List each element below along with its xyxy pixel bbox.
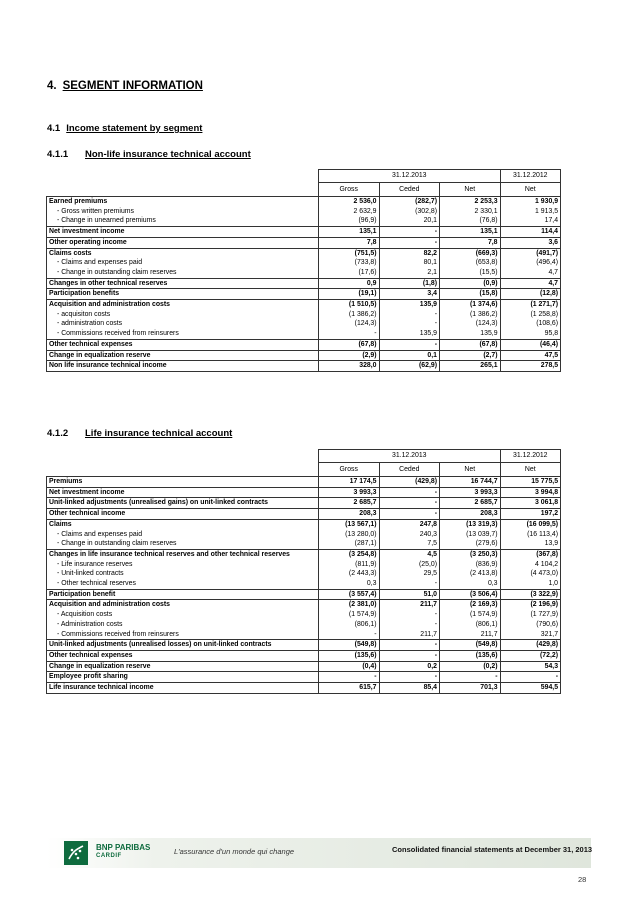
gross-value: (135,6) (319, 650, 380, 661)
subsection-heading (47, 123, 202, 134)
net-prior-value: (790,6) (500, 620, 561, 630)
nonlife-table (46, 169, 561, 372)
net-value: 2 330,1 (440, 207, 501, 217)
nonlife-number: 4.1.1 (47, 149, 69, 160)
table-row (47, 477, 561, 488)
net-prior-value: 3 994,8 (500, 487, 561, 498)
row-label: Changes in other technical reserves (47, 278, 319, 289)
net-value: 135,1 (440, 227, 501, 238)
net-prior-value: (3 322,9) (500, 589, 561, 600)
nonlife-col-gross: Gross (319, 183, 380, 197)
gross-value: 208,3 (319, 509, 380, 520)
net-value: (2,7) (440, 350, 501, 361)
table-row (47, 569, 561, 579)
row-label: Employee profit sharing (47, 672, 319, 683)
table-row (47, 329, 561, 339)
nonlife-rows (47, 197, 561, 372)
table-row (47, 498, 561, 509)
net-value: 135,9 (440, 329, 501, 339)
row-label: Life insurance technical income (47, 683, 319, 694)
gross-value: (3 557,4) (319, 589, 380, 600)
row-label: Change in equalization reserve (47, 661, 319, 672)
table-row (47, 289, 561, 300)
table-row (47, 300, 561, 310)
table-row (47, 237, 561, 248)
ceded-value: (282,7) (379, 197, 440, 207)
net-prior-value: (491,7) (500, 248, 561, 258)
row-label: - Claims and expenses paid (47, 530, 319, 540)
net-prior-value: - (500, 672, 561, 683)
net-value: - (440, 672, 501, 683)
net-value: 3 993,3 (440, 487, 501, 498)
table-row (47, 227, 561, 238)
table-row (47, 216, 561, 226)
ceded-value: - (379, 498, 440, 509)
table-row (47, 661, 561, 672)
net-prior-value: 197,2 (500, 509, 561, 520)
net-value: (3 250,3) (440, 549, 501, 559)
row-label: - administration costs (47, 319, 319, 329)
gross-value: (733,8) (319, 258, 380, 268)
gross-value: 2 632,9 (319, 207, 380, 217)
brand-name (96, 843, 150, 861)
net-prior-value: (72,2) (500, 650, 561, 661)
table-row (47, 487, 561, 498)
ceded-value: - (379, 310, 440, 320)
ceded-value: 0,1 (379, 350, 440, 361)
ceded-value: - (379, 650, 440, 661)
ceded-value: 3,4 (379, 289, 440, 300)
gross-value: 0,9 (319, 278, 380, 289)
table-row (47, 278, 561, 289)
row-label: Claims (47, 519, 319, 529)
net-value: (836,9) (440, 560, 501, 570)
ceded-value: (429,8) (379, 477, 440, 488)
ceded-value: - (379, 579, 440, 589)
section-title: SEGMENT INFORMATION (62, 80, 203, 92)
ceded-value: - (379, 672, 440, 683)
gross-value: - (319, 329, 380, 339)
net-prior-value: 54,3 (500, 661, 561, 672)
table-row (47, 361, 561, 372)
net-value: (76,8) (440, 216, 501, 226)
gross-value: 17 174,5 (319, 477, 380, 488)
gross-value: 0,3 (319, 579, 380, 589)
ceded-value: 20,1 (379, 216, 440, 226)
subsection-number: 4.1 (47, 123, 61, 134)
net-value: (15,8) (440, 289, 501, 300)
gross-value: (811,9) (319, 560, 380, 570)
table-row (47, 620, 561, 630)
net-value: 16 744,7 (440, 477, 501, 488)
net-value: 211,7 (440, 630, 501, 640)
net-value: 7,8 (440, 237, 501, 248)
net-value: (13 039,7) (440, 530, 501, 540)
life-table (46, 449, 561, 694)
ceded-value: - (379, 620, 440, 630)
row-label: Change in equalization reserve (47, 350, 319, 361)
table-row (47, 197, 561, 207)
gross-value: (96,9) (319, 216, 380, 226)
row-label: - Commissions received from reinsurers (47, 630, 319, 640)
table-row (47, 258, 561, 268)
row-label: - Change in outstanding claim reserves (47, 539, 319, 549)
net-prior-value: 114,4 (500, 227, 561, 238)
ceded-value: - (379, 487, 440, 498)
nonlife-title: Non-life insurance technical account (85, 149, 251, 160)
ceded-value: 29,5 (379, 569, 440, 579)
net-value: (15,5) (440, 268, 501, 278)
gross-value: (1 510,5) (319, 300, 380, 310)
nonlife-col-ceded: Ceded (379, 183, 440, 197)
table-row (47, 683, 561, 694)
row-label: Unit-linked adjustments (unrealised losses) on unit-linked contracts (47, 640, 319, 651)
net-prior-value: 17,4 (500, 216, 561, 226)
row-label: Non life insurance technical income (47, 361, 319, 372)
net-value: (13 319,3) (440, 519, 501, 529)
life-col-ceded: Ceded (379, 463, 440, 477)
net-value: 208,3 (440, 509, 501, 520)
net-prior-value: (2 196,9) (500, 600, 561, 610)
row-label: Other technical expenses (47, 650, 319, 661)
table-row (47, 519, 561, 529)
net-value: (2 413,8) (440, 569, 501, 579)
net-value: 0,3 (440, 579, 501, 589)
ceded-value: (25,0) (379, 560, 440, 570)
net-value: (549,8) (440, 640, 501, 651)
gross-value: (1 386,2) (319, 310, 380, 320)
gross-value: (287,1) (319, 539, 380, 549)
table-row (47, 310, 561, 320)
net-value: 2 685,7 (440, 498, 501, 509)
gross-value: (13 567,1) (319, 519, 380, 529)
net-prior-value: (496,4) (500, 258, 561, 268)
page-number: 28 (578, 875, 587, 884)
net-value: (1 374,6) (440, 300, 501, 310)
table-row (47, 549, 561, 559)
net-prior-value: 47,5 (500, 350, 561, 361)
nonlife-year-current: 31.12.2013 (319, 170, 501, 183)
row-label: - Change in unearned premiums (47, 216, 319, 226)
table-row (47, 539, 561, 549)
ceded-value: 85,4 (379, 683, 440, 694)
net-value: (1 574,9) (440, 610, 501, 620)
gross-value: (3 254,8) (319, 549, 380, 559)
ceded-value: 211,7 (379, 600, 440, 610)
table-row (47, 509, 561, 520)
net-value: (0,9) (440, 278, 501, 289)
row-label: Net investment income (47, 487, 319, 498)
life-heading (47, 428, 232, 439)
table-row (47, 560, 561, 570)
gross-value: (549,8) (319, 640, 380, 651)
net-prior-value: (16 099,5) (500, 519, 561, 529)
row-label: Participation benefit (47, 589, 319, 600)
net-prior-value: (1 258,8) (500, 310, 561, 320)
gross-value: (124,3) (319, 319, 380, 329)
table-row (47, 610, 561, 620)
row-label: Other technical income (47, 509, 319, 520)
ceded-value: 135,9 (379, 329, 440, 339)
net-prior-value: 1 930,9 (500, 197, 561, 207)
net-prior-value: 4,7 (500, 278, 561, 289)
row-label: Participation benefits (47, 289, 319, 300)
ceded-value: - (379, 339, 440, 350)
net-prior-value: 594,5 (500, 683, 561, 694)
life-rows (47, 477, 561, 694)
gross-value: (2 381,0) (319, 600, 380, 610)
net-value: (669,3) (440, 248, 501, 258)
table-row (47, 589, 561, 600)
net-prior-value: 4 104,2 (500, 560, 561, 570)
gross-value: (17,6) (319, 268, 380, 278)
net-prior-value: (16 113,4) (500, 530, 561, 540)
ceded-value: - (379, 610, 440, 620)
row-label: Other technical expenses (47, 339, 319, 350)
gross-value: - (319, 630, 380, 640)
life-col-gross: Gross (319, 463, 380, 477)
net-value: (653,8) (440, 258, 501, 268)
gross-value: (67,8) (319, 339, 380, 350)
subsection-title: Income statement by segment (66, 123, 203, 134)
gross-value: (19,1) (319, 289, 380, 300)
net-value: 701,3 (440, 683, 501, 694)
net-prior-value: 3,6 (500, 237, 561, 248)
table-row (47, 530, 561, 540)
row-label: - Other technical reserves (47, 579, 319, 589)
nonlife-year-prior: 31.12.2012 (500, 170, 561, 183)
ceded-value: - (379, 509, 440, 520)
net-prior-value: 13,9 (500, 539, 561, 549)
net-prior-value: (1 727,9) (500, 610, 561, 620)
net-value: (135,6) (440, 650, 501, 661)
row-label: - acquisiton costs (47, 310, 319, 320)
net-prior-value: 95,8 (500, 329, 561, 339)
gross-value: 7,8 (319, 237, 380, 248)
ceded-value: 0,2 (379, 661, 440, 672)
ceded-value: 247,8 (379, 519, 440, 529)
table-row (47, 579, 561, 589)
nonlife-col-net: Net (440, 183, 501, 197)
ceded-value: 240,3 (379, 530, 440, 540)
table-row (47, 319, 561, 329)
net-value: 2 253,3 (440, 197, 501, 207)
gross-value: - (319, 672, 380, 683)
net-prior-value: 3 061,8 (500, 498, 561, 509)
row-label: - Life insurance reserves (47, 560, 319, 570)
ceded-value: 2,1 (379, 268, 440, 278)
row-label: - Change in outstanding claim reserves (47, 268, 319, 278)
net-prior-value: (4 473,0) (500, 569, 561, 579)
nonlife-heading (47, 149, 251, 160)
net-prior-value: 321,7 (500, 630, 561, 640)
brand-subtitle: CARDIF (96, 853, 122, 859)
gross-value: (0,4) (319, 661, 380, 672)
net-value: 265,1 (440, 361, 501, 372)
ceded-value: - (379, 319, 440, 329)
gross-value: (2 443,3) (319, 569, 380, 579)
ceded-value: - (379, 227, 440, 238)
net-prior-value: (429,8) (500, 640, 561, 651)
net-value: (3 506,4) (440, 589, 501, 600)
ceded-value: (1,8) (379, 278, 440, 289)
net-value: (2 169,3) (440, 600, 501, 610)
net-value: (124,3) (440, 319, 501, 329)
row-label: - Administration costs (47, 620, 319, 630)
ceded-value: 80,1 (379, 258, 440, 268)
table-row (47, 268, 561, 278)
row-label: - Claims and expenses paid (47, 258, 319, 268)
net-value: (0,2) (440, 661, 501, 672)
row-label: Net investment income (47, 227, 319, 238)
life-col-net: Net (440, 463, 501, 477)
gross-value: (13 280,0) (319, 530, 380, 540)
row-label: Unit-linked adjustments (unrealised gains) on unit-linked contracts (47, 498, 319, 509)
gross-value: 615,7 (319, 683, 380, 694)
ceded-value: - (379, 237, 440, 248)
gross-value: 3 993,3 (319, 487, 380, 498)
nonlife-col-net-prior: Net (500, 183, 561, 197)
life-year-current: 31.12.2013 (319, 450, 501, 463)
table-row (47, 672, 561, 683)
gross-value: (1 574,9) (319, 610, 380, 620)
table-row (47, 350, 561, 361)
life-title: Life insurance technical account (85, 428, 233, 439)
row-label: - Commissions received from reinsurers (47, 329, 319, 339)
life-col-net-prior: Net (500, 463, 561, 477)
row-label: - Unit-linked contracts (47, 569, 319, 579)
ceded-value: 211,7 (379, 630, 440, 640)
gross-value: 2 536,0 (319, 197, 380, 207)
ceded-value: (302,8) (379, 207, 440, 217)
brand-title: BNP PARIBAS (96, 843, 151, 852)
gross-value: 328,0 (319, 361, 380, 372)
net-value: (806,1) (440, 620, 501, 630)
row-label: Claims costs (47, 248, 319, 258)
ceded-value: 135,9 (379, 300, 440, 310)
ceded-value: (62,9) (379, 361, 440, 372)
net-prior-value: 1,0 (500, 579, 561, 589)
gross-value: (2,9) (319, 350, 380, 361)
ceded-value: 51,0 (379, 589, 440, 600)
life-number: 4.1.2 (47, 428, 69, 439)
gross-value: (751,5) (319, 248, 380, 258)
net-prior-value: (46,4) (500, 339, 561, 350)
net-prior-value: 1 913,5 (500, 207, 561, 217)
row-label: - Acquisition costs (47, 610, 319, 620)
net-prior-value: 278,5 (500, 361, 561, 372)
net-prior-value: (108,6) (500, 319, 561, 329)
row-label: Acquisition and administration costs (47, 600, 319, 610)
footer-note: Consolidated financial statements at December 31, 2013 (392, 845, 593, 854)
table-row (47, 339, 561, 350)
table-row (47, 650, 561, 661)
ceded-value: 4,5 (379, 549, 440, 559)
section-heading (47, 80, 203, 92)
row-label: Earned premiums (47, 197, 319, 207)
row-label: Other operating income (47, 237, 319, 248)
gross-value: 2 685,7 (319, 498, 380, 509)
ceded-value: 7,5 (379, 539, 440, 549)
net-prior-value: (12,8) (500, 289, 561, 300)
gross-value: (806,1) (319, 620, 380, 630)
net-prior-value: (367,8) (500, 549, 561, 559)
row-label: - Gross written premiums (47, 207, 319, 217)
table-row (47, 248, 561, 258)
net-prior-value: 15 775,5 (500, 477, 561, 488)
brand-tagline: L'assurance d'un monde qui change (174, 847, 295, 856)
ceded-value: 82,2 (379, 248, 440, 258)
gross-value: 135,1 (319, 227, 380, 238)
section-number: 4. (47, 80, 57, 92)
row-label: Changes in life insurance technical reserves and other technical reserves (47, 549, 319, 559)
ceded-value: - (379, 640, 440, 651)
net-prior-value: (1 271,7) (500, 300, 561, 310)
life-year-prior: 31.12.2012 (500, 450, 561, 463)
net-value: (67,8) (440, 339, 501, 350)
net-value: (279,6) (440, 539, 501, 549)
table-row (47, 207, 561, 217)
table-row (47, 640, 561, 651)
net-value: (1 386,2) (440, 310, 501, 320)
row-label: Acquisition and administration costs (47, 300, 319, 310)
table-row (47, 600, 561, 610)
bnp-logo-icon (64, 841, 88, 865)
table-row (47, 630, 561, 640)
row-label: Premiums (47, 477, 319, 488)
net-prior-value: 4,7 (500, 268, 561, 278)
